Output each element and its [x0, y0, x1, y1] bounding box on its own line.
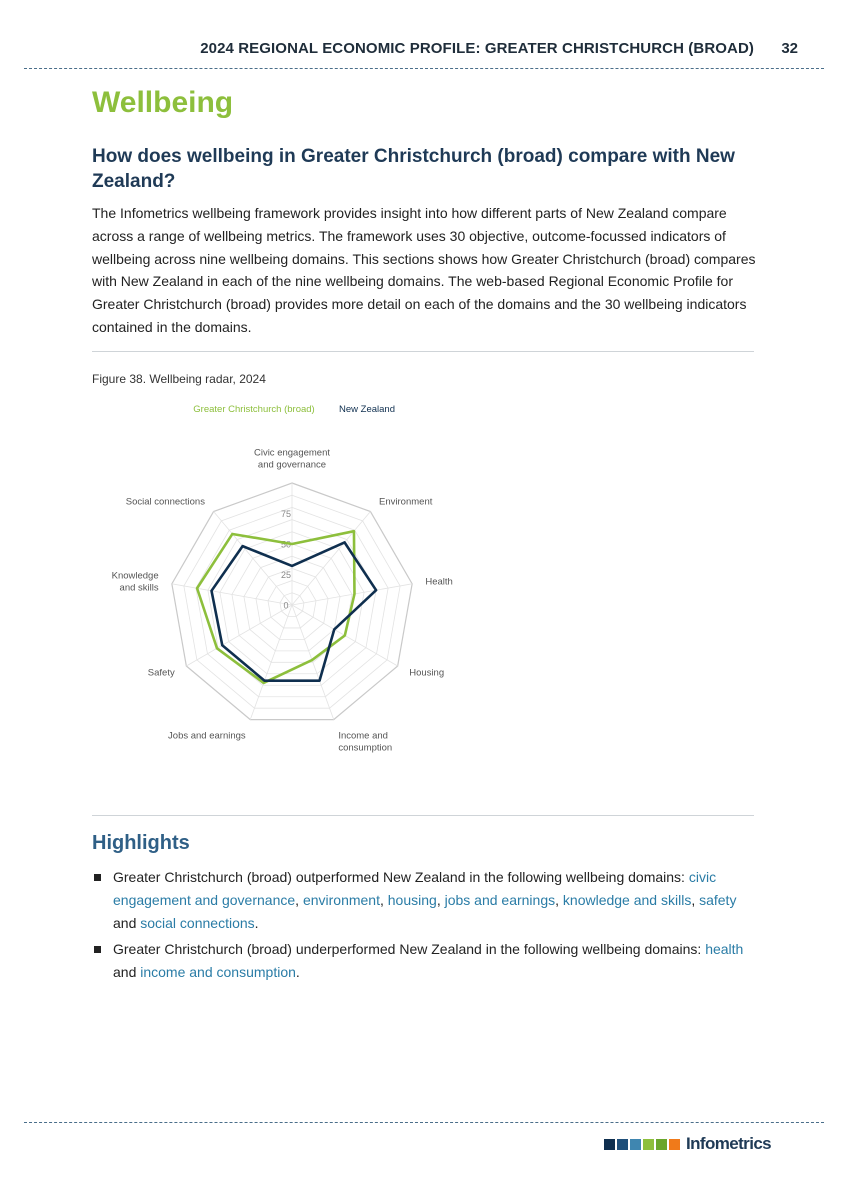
highlight-text: , — [691, 891, 700, 908]
bullet-square-icon — [94, 874, 101, 881]
header-title: 2024 REGIONAL ECONOMIC PROFILE: GREATER CHRISTCHURCH (BROAD) — [200, 40, 754, 57]
intro-paragraph: The Infometrics wellbeing framework provides insight into how different parts of New Zealand compare across a range of wellbeing metrics. The framework uses 30 objective, outcome-focussed indicators of wellbeing across nine wellbeing domains. This sections shows how Greater Christchurch (broad) compares with New Zealand in each of the nine wellbeing domains. The web-based Regional Economic Profile for Greater Christchurch (broad) provides more detail on each of the domains and the 30 wellbeing indicators contained in the domains. — [92, 205, 756, 335]
page-number: 32 — [781, 40, 798, 57]
divider-bottom — [92, 815, 754, 816]
radar-tick-label: 0 — [283, 600, 289, 611]
domain-link[interactable]: income and consumption — [140, 964, 296, 981]
highlight-text: , — [436, 891, 445, 908]
infometrics-logo — [604, 1134, 772, 1154]
section-question: How does wellbeing in Greater Christchurch (broad) compare with New Zealand? — [92, 146, 735, 192]
radar-series-line — [197, 531, 354, 683]
domain-link[interactable]: safety — [699, 891, 737, 908]
highlight-text: , — [555, 891, 563, 908]
divider-top — [92, 351, 754, 352]
highlight-text: Greater Christchurch (broad) outperformed New Zealand in the following wellbeing domains: — [113, 869, 689, 885]
logo-square-icon — [630, 1139, 641, 1150]
highlight-text: and — [113, 964, 141, 981]
highlights-list — [92, 866, 760, 988]
legend-series-new-zealand: New Zealand — [339, 404, 395, 415]
radar-spoke — [292, 512, 370, 605]
bullet-square-icon — [94, 946, 101, 953]
logo-square-icon — [656, 1139, 667, 1150]
radar-tick-label: 25 — [280, 570, 292, 580]
radar-tick-label: 75 — [280, 509, 292, 519]
highlight-text: Greater Christchurch (broad) underperformed New Zealand in the following wellbeing domains: — [113, 941, 706, 958]
figure-caption: Figure 38. Wellbeing radar, 2024 — [92, 372, 266, 386]
domain-link[interactable]: knowledge and skills — [562, 891, 692, 908]
logo-square-icon — [604, 1139, 615, 1150]
radar-spoke — [214, 512, 292, 605]
radar-category-label: Income and consumption — [338, 730, 393, 754]
wellbeing-radar-chart — [80, 395, 520, 775]
domain-link[interactable]: civic engagement and governance — [113, 869, 717, 908]
radar-spoke — [186, 605, 292, 666]
radar-category-label: Environment — [379, 496, 433, 508]
highlight-text: and — [113, 914, 141, 931]
radar-category-label: Social connections — [125, 496, 205, 508]
logo-square-icon — [669, 1139, 680, 1150]
radar-category-label: Knowledge and skills — [111, 570, 159, 594]
radar-category-label: Housing — [409, 667, 445, 679]
radar-category-label: Safety — [147, 667, 175, 679]
highlight-text: . — [254, 914, 259, 931]
logo-square-icon — [617, 1139, 628, 1150]
logo-square-icon — [643, 1139, 654, 1150]
domain-link[interactable]: environment — [302, 891, 380, 908]
domain-link[interactable]: health — [705, 941, 744, 958]
radar-spoke — [172, 584, 292, 605]
radar-category-label: Health — [425, 576, 453, 588]
domain-link[interactable]: social connections — [140, 914, 255, 931]
section-title: Wellbeing — [92, 86, 234, 119]
header-divider — [24, 68, 824, 69]
logo-text: Infometrics — [686, 1134, 772, 1153]
radar-category-label: Jobs and earnings — [168, 730, 246, 742]
legend-series-greater-christchurch: Greater Christchurch (broad) — [193, 404, 315, 415]
highlight-text: , — [295, 891, 303, 908]
footer-divider — [24, 1122, 824, 1123]
highlight-item — [92, 866, 760, 934]
radar-category-label: Civic engagement and governance — [253, 447, 331, 471]
highlight-item — [92, 938, 760, 984]
domain-link[interactable]: housing — [387, 891, 437, 908]
highlights-title: Highlights — [92, 832, 190, 854]
radar-tick-label: 50 — [280, 539, 292, 550]
highlight-text: . — [295, 964, 300, 981]
page-header — [0, 38, 844, 68]
domain-link[interactable]: jobs and earnings — [444, 891, 556, 908]
highlight-text: , — [379, 891, 388, 908]
